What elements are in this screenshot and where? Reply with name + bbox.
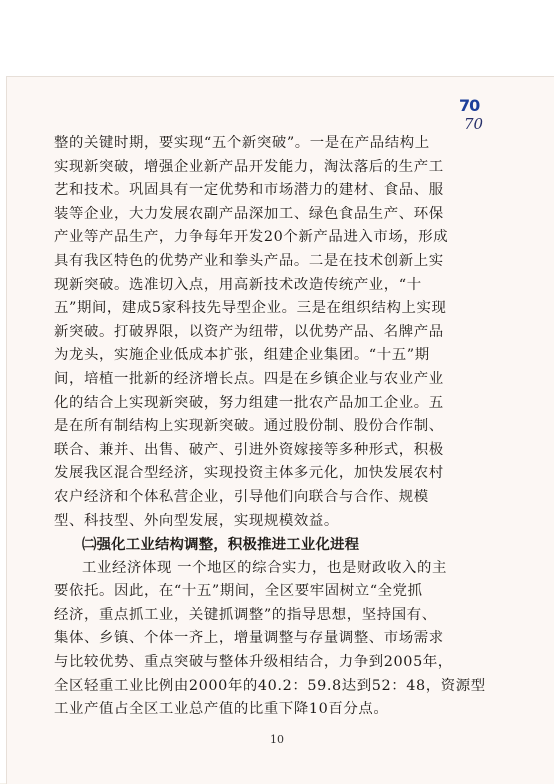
handwritten-page-number: 70 bbox=[464, 115, 484, 133]
text-line: 农户经济和个体私营企业，引导他们向联合与合作、规模 bbox=[54, 488, 429, 505]
page-number: 10 bbox=[270, 733, 284, 746]
text-line: 集体、乡镇、个体一齐上，增量调整与存量调整、市场需求 bbox=[54, 630, 444, 647]
text-line: 艺和技术。巩固具有一定优势和市场潜力的建材、食品、服 bbox=[54, 182, 444, 199]
body-text bbox=[54, 132, 506, 722]
text-line: 五”期间，建成5家科技先导型企业。三是在组织结构上实现 bbox=[54, 300, 447, 317]
text-line: 具有我区特色的优势产业和拳头产品。二是在技术创新上实 bbox=[54, 252, 444, 269]
text-line: 装等企业，大力发展农副产品深加工、绿色食品生产、环保 bbox=[54, 205, 444, 222]
text-line: 产业等产品生产，力争每年开发20个新产品进入市场，形成 bbox=[54, 229, 449, 246]
text-line: 发展我区混合型经济，实现投资主体多元化，加快发展农村 bbox=[54, 465, 444, 482]
text-line: 新突破。打破界限，以资产为纽带，以优势产品、名牌产品 bbox=[54, 323, 444, 340]
text-line: 与比较优势、重点突破与整体升级相结合，力争到2005年， bbox=[54, 654, 453, 671]
text-line: 是在所有制结构上实现新突破。通过股份制、股份合作制、 bbox=[54, 418, 444, 435]
text-line: 经济，重点抓工业，关键抓调整”的指导思想，坚持国有、 bbox=[54, 606, 437, 623]
text-line: 化的结合上实现新突破，努力组建一批农产品加工企业。五 bbox=[54, 394, 444, 411]
text-line: 整的关键时期，要实现“五个新突破”。一是在产品结构上 bbox=[54, 135, 430, 151]
section-heading: ㈡强化工业结构调整，积极推进工业化进程 bbox=[82, 536, 360, 554]
text-line: 为龙头，实施企业低成本扩张，组建企业集团。“十五”期 bbox=[54, 347, 430, 364]
text-line: 实现新突破，增强企业新产品开发能力，淘汰落后的生产工 bbox=[54, 158, 444, 175]
text-line: 现新突破。选准切入点，用高新技术改造传统产业，“十 bbox=[54, 276, 422, 293]
text-line: 间，培植一批新的经济增长点。四是在乡镇企业与农业产业 bbox=[54, 370, 444, 387]
text-line: 型、科技型、外向型发展，实现规模效益。 bbox=[54, 512, 339, 529]
stamped-page-number: 70 bbox=[459, 96, 480, 115]
text-line: 工业产值占全区工业总产值的比重下降10百分点。 bbox=[54, 701, 389, 718]
text-line: 要依托。因此，在“十五”期间，全区要牢固树立“全党抓 bbox=[54, 583, 423, 600]
text-line: 全区轻重工业比例由2000年的40.2：59.8达到52：48，资源型 bbox=[54, 677, 486, 694]
paragraph-first-line: 工业经济体现 一个地区的综合实力，也是财政收入的主 bbox=[82, 559, 447, 576]
text-line: 联合、兼并、出售、破产、引进外资嫁接等多种形式，积极 bbox=[54, 441, 444, 458]
